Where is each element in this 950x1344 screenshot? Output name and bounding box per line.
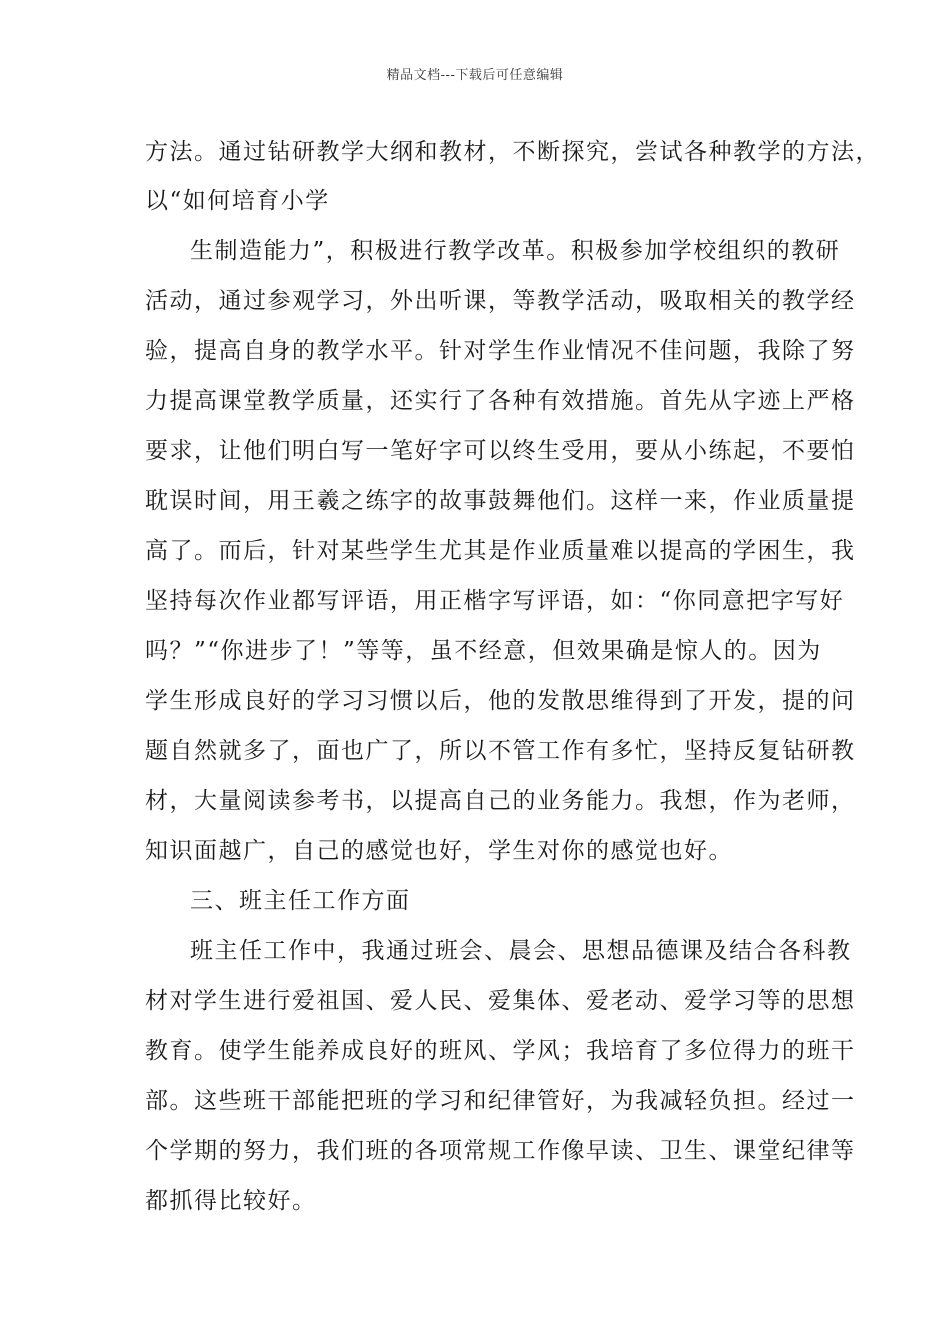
body-line: 材对学生进行爱祖国、爱人民、爱集体、爱老动、爱学习等的思想 <box>145 988 856 1014</box>
body-line: 都抓得比较好。 <box>145 1188 317 1214</box>
body-line: 耽误时间，用王羲之练字的故事鼓舞他们。这样一来，作业质量提 <box>145 488 856 514</box>
body-line: 生制造能力”，积极进行教学改革。积极参加学校组织的教研 <box>190 238 841 264</box>
body-line: 力提高课堂教学质量，还实行了各种有效措施。首先从字迹上严格 <box>145 388 856 414</box>
body-line: 教育。使学生能养成良好的班风、学风；我培育了多位得力的班干 <box>145 1038 856 1064</box>
body-line: 方法。通过钻研教学大纲和教材，不断探究，尝试各种教学的方法， <box>145 139 880 165</box>
body-line: 题自然就多了，面也广了，所以不管工作有多忙，坚持反复钻研教 <box>145 738 856 764</box>
body-line: 材，大量阅读参考书，以提高自己的业务能力。我想，作为老师， <box>145 788 856 814</box>
body-line: 坚持每次作业都写评语，用正楷字写评语，如：“你同意把字写好 <box>145 588 845 614</box>
section-heading: 三、班主任工作方面 <box>190 888 411 914</box>
body-line: 验，提高自身的教学水平。针对学生作业情况不佳问题，我除了努 <box>145 338 856 364</box>
body-line: 部。这些班干部能把班的学习和纪律管好，为我减轻负担。经过一 <box>145 1088 856 1114</box>
body-line: 要求，让他们明白写一笔好字可以终生受用，要从小练起，不要怕 <box>145 438 856 464</box>
body-line: 学生形成良好的学习习惯以后，他的发散思维得到了开发，提的问 <box>145 688 856 714</box>
body-line: 高了。而后，针对某些学生尤其是作业质量难以提高的学困生，我 <box>145 538 856 564</box>
page-header: 精品文档---下载后可任意编辑 <box>386 68 564 83</box>
body-line: 班主任工作中，我通过班会、晨会、思想品德课及结合各科教 <box>190 938 852 964</box>
body-line: 活动，通过参观学习，外出听课，等教学活动，吸取相关的教学经 <box>145 288 856 314</box>
body-line: 知识面越广，自己的感觉也好，学生对你的感觉也好。 <box>145 838 733 864</box>
body-line: 吗？”“你进步了！”等等，虽不经意，但效果确是惊人的。因为 <box>145 638 822 664</box>
body-line: 以“如何培育小学 <box>145 188 330 214</box>
body-line: 个学期的努力，我们班的各项常规工作像早读、卫生、课堂纪律等 <box>145 1138 856 1164</box>
